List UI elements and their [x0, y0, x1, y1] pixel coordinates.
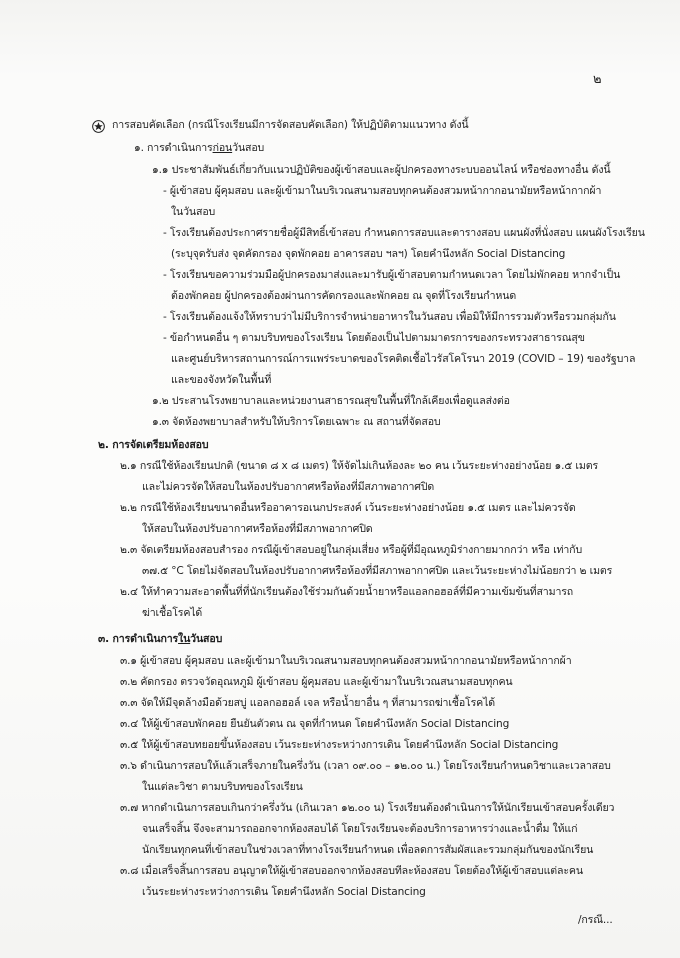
item-2-4: ๒.๔ ให้ทำความสะอาดพื้นที่ที่นักเรียนต้องใช้ร่วมกันด้วยน้ำยาหรือแอลกอฮอล์ที่มีความเข้มข้นที่สามารถ — [120, 586, 574, 598]
item-3-6: ๓.๖ ดำเนินการสอบให้แล้วเสร็จภายในครึ่งวัน (เวลา ๐๙.๐๐ – ๑๒.๐๐ น.) โดยโรงเรียนกำหนดวิชาและเวลาสอบ — [120, 760, 611, 772]
item-2-1: ๒.๑ กรณีใช้ห้องเรียนปกติ (ขนาด ๘ x ๘ เมตร) ให้จัดไม่เกินห้องละ ๒๐ คน เว้นระยะห่างอย่างน้อย ๑.๕ เมตร — [120, 460, 598, 472]
bullet-5-cont: และศูนย์บริหารสถานการณ์การแพร่ระบาดของโรคติดเชื้อไวรัสโคโรนา 2019 (COVID – 19) ของรัฐบาล — [171, 353, 636, 365]
item-1-1: ๑.๑ ประชาสัมพันธ์เกี่ยวกับแนวปฏิบัติของผู้เข้าสอบและผู้ปกครองทางระบบออนไลน์ หรือช่องทางอื่น ดังนี้ — [152, 164, 611, 176]
item-3-8: ๓.๘ เมื่อเสร็จสิ้นการสอบ อนุญาตให้ผู้เข้าสอบออกจากห้องสอบทีละห้องสอบ โดยต้องให้ผู้เข้าสอบแต่ละคน — [120, 865, 583, 877]
item-2-1-cont: และไม่ควรจัดให้สอบในห้องปรับอากาศหรือห้องที่มีสภาพอากาศปิด — [142, 481, 435, 493]
item-3-5: ๓.๕ ให้ผู้เข้าสอบทยอยขึ้นห้องสอบ เว้นระยะห่างระหว่างการเดิน โดยคำนึงหลัก Social Distancing — [120, 739, 559, 751]
item-2-2-cont: ให้สอบในห้องปรับอากาศหรือห้องที่มีสภาพอากาศปิด — [142, 523, 373, 535]
page-number: ๒ — [593, 72, 602, 87]
continuation-note: /กรณี... — [578, 914, 613, 926]
bullet-4: - โรงเรียนต้องแจ้งให้ทราบว่าไม่มีบริการจำหน่ายอาหารในวันสอบ เพื่อมิให้มีการรวมตัวหรือรวมกลุ่มกัน — [163, 311, 616, 323]
item-3-7-cont: จนเสร็จสิ้น จึงจะสามารถออกจากห้องสอบได้ โดยโรงเรียนจะต้องบริการอาหารว่างและน้ำดื่ม ให้แก่ — [142, 823, 578, 835]
item-3-3: ๓.๓ จัดให้มีจุดล้างมือด้วยสบู่ แอลกอฮอล์ เจล หรือน้ำยาอื่น ๆ ที่สามารถฆ่าเชื้อโรคได้ — [120, 697, 495, 709]
item-1-2: ๑.๒ ประสานโรงพยาบาลและหน่วยงานสาธารณสุขในพื้นที่ใกล้เคียงเพื่อดูแลส่งต่อ — [152, 395, 510, 407]
item-1-3: ๑.๓ จัดห้องพยาบาลสำหรับให้บริการโดยเฉพาะ ณ สถานที่จัดสอบ — [152, 416, 441, 428]
item-3-6-cont: ในแต่ละวิชา ตามบริบทของโรงเรียน — [142, 781, 303, 793]
section-1-title: ๑. การดำเนินการก่อนวันสอบ — [134, 142, 265, 154]
item-3-4: ๓.๔ ให้ผู้เข้าสอบพักคอย ยืนยันตัวตน ณ จุดที่กำหนด โดยคำนึงหลัก Social Distancing — [120, 718, 510, 730]
bullet-3-cont: ต้องพักคอย ผู้ปกครองต้องผ่านการคัดกรองและพักคอย ณ จุดที่โรงเรียนกำหนด — [171, 290, 517, 302]
item-3-7: ๓.๗ หากดำเนินการสอบเกินกว่าครึ่งวัน (เกินเวลา ๑๒.๐๐ น) โรงเรียนต้องดำเนินการให้นักเรียนเข้าสอบครั้งเดียว — [120, 802, 615, 814]
section-heading: การสอบคัดเลือก (กรณีโรงเรียนมีการจัดสอบคัดเลือก) ให้ปฏิบัติตามแนวทาง ดังนี้ — [112, 119, 469, 131]
item-3-8-cont: เว้นระยะห่างระหว่างการเดิน โดยคำนึงหลัก Social Distancing — [142, 886, 426, 898]
item-3-1: ๓.๑ ผู้เข้าสอบ ผู้คุมสอบ และผู้เข้ามาในบริเวณสนามสอบทุกคนต้องสวมหน้ากากอนามัยหรือหน้ากากผ้า — [120, 655, 572, 667]
bullet-1: - ผู้เข้าสอบ ผู้คุมสอบ และผู้เข้ามาในบริเวณสนามสอบทุกคนต้องสวมหน้ากากอนามัยหรือหน้ากากผ้า — [163, 185, 602, 197]
bullet-2-cont: (ระบุจุดรับส่ง จุดคัดกรอง จุดพักคอย อาคารสอบ ฯลฯ) โดยคำนึงหลัก Social Distancing — [171, 248, 566, 260]
item-2-3: ๒.๓ จัดเตรียมห้องสอบสำรอง กรณีผู้เข้าสอบอยู่ในกลุ่มเสี่ยง หรือผู้ที่มีอุณหภูมิร่างกายมากกว่า หรือ เท่ากับ — [120, 544, 583, 556]
bullet-1-cont: ในวันสอบ — [171, 206, 216, 218]
section-2-title: ๒. การจัดเตรียมห้องสอบ — [98, 439, 209, 451]
bullet-3: - โรงเรียนขอความร่วมมือผู้ปกครองมาส่งและมารับผู้เข้าสอบตามกำหนดเวลา โดยไม่พักคอย หากจำเป็น — [163, 269, 621, 281]
bullet-5: - ข้อกำหนดอื่น ๆ ตามบริบทของโรงเรียน โดยต้องเป็นไปตามมาตรการของกระทรวงสาธารณสุข — [163, 332, 585, 344]
item-2-2: ๒.๒ กรณีใช้ห้องเรียนขนาดอื่นหรืออาคารอเนกประสงค์ เว้นระยะห่างอย่างน้อย ๑.๕ เมตร และไม่ควรจัด — [120, 502, 576, 514]
bullet-5-cont2: และของจังหวัดในพื้นที่ — [171, 374, 272, 386]
item-3-2: ๓.๒ คัดกรอง ตรวจวัดอุณหภูมิ ผู้เข้าสอบ ผู้คุมสอบ และผู้เข้ามาในบริเวณสนามสอบทุกคน — [120, 676, 513, 688]
item-2-4-cont: ฆ่าเชื้อโรคได้ — [142, 607, 203, 619]
section-3-title: ๓. การดำเนินการในวันสอบ — [98, 633, 223, 645]
item-2-3-cont: ๓๗.๕ °C โดยไม่จัดสอบในห้องปรับอากาศหรือห้องที่มีสภาพอากาศปิด และเว้นระยะห่างไม่น้อยกว่า ๒ เมตร — [142, 565, 613, 577]
bullet-2: - โรงเรียนต้องประกาศรายชื่อผู้มีสิทธิ์เข้าสอบ กำหนดการสอบและตารางสอบ แผนผังที่นั่งสอบ แผนผังโรงเรียน — [163, 227, 645, 239]
ornament-star-icon — [92, 120, 105, 133]
item-3-7-cont2: นักเรียนทุกคนที่เข้าสอบในช่วงเวลาที่ทางโรงเรียนกำหนด เพื่อลดการสัมผัสและรวมกลุ่มกันของนักเรียน — [142, 844, 594, 856]
